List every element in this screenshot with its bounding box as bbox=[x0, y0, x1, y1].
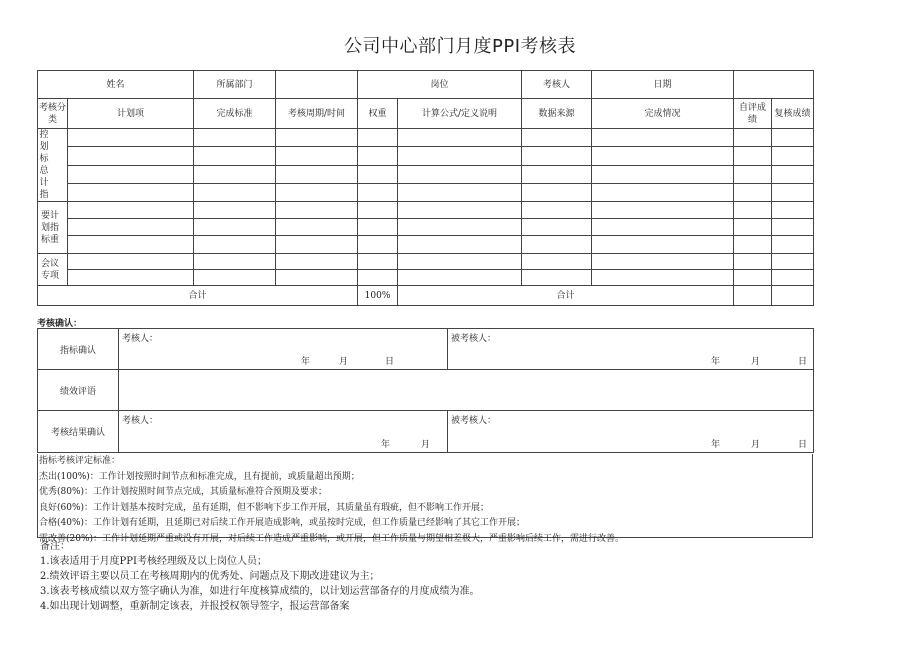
cell[interactable] bbox=[592, 202, 734, 219]
cell[interactable] bbox=[194, 147, 276, 165]
table-row bbox=[38, 219, 814, 236]
cell[interactable] bbox=[194, 129, 276, 147]
total-self-score[interactable] bbox=[734, 286, 772, 306]
cell[interactable] bbox=[734, 270, 772, 286]
cell[interactable] bbox=[522, 236, 592, 254]
cell[interactable] bbox=[522, 202, 592, 219]
criteria-line: 优秀(80%)：工作计划按照时间节点完成，其质量标准符合预期及要求； bbox=[39, 487, 328, 497]
result-label: 考核结果确认 bbox=[38, 411, 119, 453]
cell[interactable] bbox=[592, 270, 734, 286]
cell[interactable] bbox=[398, 236, 522, 254]
cell[interactable] bbox=[772, 183, 814, 201]
cell[interactable] bbox=[398, 183, 522, 201]
note-line: 3.该表考核成绩以双方签字确认为准，如进行年度核算成绩的，以计划运营部备存的月度成绩为准。 bbox=[40, 586, 480, 597]
date-label-cell bbox=[592, 71, 734, 99]
dept-label-cell bbox=[194, 71, 276, 99]
name-label: 姓名 bbox=[106, 79, 125, 90]
cell[interactable] bbox=[276, 202, 358, 219]
indicator-examinee-label: 被考核人： bbox=[451, 334, 497, 344]
comment-input[interactable] bbox=[119, 370, 814, 411]
date-label: 日期 bbox=[653, 79, 672, 90]
examiner-label-cell bbox=[522, 71, 592, 99]
criteria-line: 合格(40%)：工作计划有延期，且延期已对后续工作开展造成影响，或虽按时完成，但工作质量已经影响了其它工作开展； bbox=[39, 518, 526, 528]
table-row bbox=[38, 202, 814, 219]
confirm-section-title: 考核确认： bbox=[37, 319, 83, 329]
cell[interactable] bbox=[522, 147, 592, 165]
indicator-label: 指标确认 bbox=[38, 329, 119, 370]
table-row bbox=[38, 254, 814, 270]
dept-value[interactable] bbox=[276, 71, 358, 99]
cell[interactable] bbox=[358, 254, 398, 270]
col-standard: 完成标准 bbox=[194, 99, 276, 129]
post-label-cell bbox=[358, 71, 522, 99]
month-label: 月 bbox=[751, 357, 761, 367]
cell[interactable] bbox=[734, 165, 772, 183]
cell[interactable] bbox=[522, 165, 592, 183]
table-row bbox=[38, 270, 814, 286]
table-row bbox=[38, 183, 814, 201]
col-formula: 计算公式/定义说明 bbox=[398, 99, 522, 129]
cell[interactable] bbox=[734, 183, 772, 201]
cell[interactable] bbox=[358, 270, 398, 286]
result-confirm-row bbox=[38, 411, 814, 453]
cell[interactable] bbox=[194, 202, 276, 219]
cell[interactable] bbox=[772, 254, 814, 270]
cell[interactable] bbox=[772, 219, 814, 236]
notes-title: 备注： bbox=[40, 541, 70, 552]
cell[interactable] bbox=[68, 147, 194, 165]
cell[interactable] bbox=[194, 165, 276, 183]
cell[interactable] bbox=[398, 165, 522, 183]
cell[interactable] bbox=[772, 147, 814, 165]
cell[interactable] bbox=[522, 183, 592, 201]
comment-label: 绩效评语 bbox=[38, 370, 119, 411]
cell[interactable] bbox=[276, 270, 358, 286]
confirm-table bbox=[37, 328, 814, 453]
cell[interactable] bbox=[772, 202, 814, 219]
cell[interactable] bbox=[592, 183, 734, 201]
cell[interactable] bbox=[276, 147, 358, 165]
result-examinee-label: 被考核人： bbox=[451, 416, 497, 426]
cell[interactable] bbox=[734, 254, 772, 270]
cell[interactable] bbox=[358, 129, 398, 147]
criteria-block bbox=[37, 454, 813, 544]
cell[interactable] bbox=[522, 129, 592, 147]
cell[interactable] bbox=[68, 219, 194, 236]
category-key-text: 要计划指标重 bbox=[40, 210, 59, 245]
cell[interactable] bbox=[358, 219, 398, 236]
col-category: 考核分类 bbox=[38, 99, 68, 129]
post-label: 岗位 bbox=[430, 79, 449, 90]
notes-block bbox=[40, 539, 480, 614]
cell[interactable] bbox=[68, 165, 194, 183]
cell[interactable] bbox=[734, 219, 772, 236]
total-row bbox=[38, 286, 814, 306]
col-plan-item: 计划项 bbox=[68, 99, 194, 129]
cell[interactable] bbox=[68, 129, 194, 147]
category-meeting-text: 会议专项 bbox=[40, 258, 59, 281]
cell[interactable] bbox=[772, 270, 814, 286]
cell[interactable] bbox=[398, 254, 522, 270]
note-line: 1.该表适用于月度PPI考核经理级及以上岗位人员； bbox=[40, 556, 267, 567]
cell[interactable] bbox=[592, 129, 734, 147]
cell[interactable] bbox=[772, 165, 814, 183]
ppi-table bbox=[37, 70, 814, 306]
cell[interactable] bbox=[194, 270, 276, 286]
indicator-confirm-row bbox=[38, 329, 814, 370]
cell[interactable] bbox=[276, 183, 358, 201]
page-title: 公司中心部门月度PPI考核表 bbox=[343, 36, 577, 57]
cell[interactable] bbox=[276, 165, 358, 183]
cell[interactable] bbox=[734, 202, 772, 219]
year-label: 年 bbox=[711, 357, 721, 367]
cell[interactable] bbox=[68, 202, 194, 219]
comment-row bbox=[38, 370, 814, 411]
cell[interactable] bbox=[592, 236, 734, 254]
cell[interactable] bbox=[358, 165, 398, 183]
total-label-2: 合计 bbox=[398, 286, 734, 306]
cell[interactable] bbox=[276, 219, 358, 236]
cell[interactable] bbox=[772, 236, 814, 254]
cell[interactable] bbox=[592, 147, 734, 165]
table-row bbox=[38, 236, 814, 254]
cell[interactable] bbox=[276, 236, 358, 254]
date-value[interactable] bbox=[734, 71, 814, 99]
cell[interactable] bbox=[398, 219, 522, 236]
cell[interactable] bbox=[276, 254, 358, 270]
cell[interactable] bbox=[592, 219, 734, 236]
note-line: 2.绩效评语主要以员工在考核周期内的优秀处、问题点及下期改进建议为主； bbox=[40, 571, 380, 582]
cell[interactable] bbox=[522, 219, 592, 236]
indicator-examiner-label: 考核人： bbox=[122, 334, 159, 344]
month-label: 月 bbox=[339, 357, 349, 367]
cell[interactable] bbox=[398, 129, 522, 147]
col-period: 考核周期/时间 bbox=[276, 99, 358, 129]
category-control bbox=[38, 129, 68, 202]
column-header-row bbox=[38, 99, 814, 129]
cell[interactable] bbox=[522, 254, 592, 270]
cell[interactable] bbox=[592, 254, 734, 270]
cell[interactable] bbox=[358, 202, 398, 219]
cell[interactable] bbox=[68, 183, 194, 201]
name-label-cell bbox=[38, 71, 194, 99]
cell[interactable] bbox=[734, 147, 772, 165]
cell[interactable] bbox=[734, 236, 772, 254]
cell[interactable] bbox=[398, 270, 522, 286]
year-label: 年 bbox=[381, 440, 391, 450]
criteria-line: 需改善(20%)：工作计划延期严重或没有开展，对后续工作造成严重影响，或开展，但工作质量与期望相差极大，严重影响后续工作，需进行改善。 bbox=[39, 533, 625, 544]
year-label: 年 bbox=[301, 357, 311, 367]
cell[interactable] bbox=[358, 236, 398, 254]
cell[interactable] bbox=[522, 270, 592, 286]
cell[interactable] bbox=[194, 236, 276, 254]
year-label: 年 bbox=[711, 440, 721, 450]
cell[interactable] bbox=[276, 129, 358, 147]
criteria-line: 良好(60%)：工作计划基本按时完成，虽有延期，但不影响下步工作开展，其质量虽有瑕疵，但不影响工作开展； bbox=[39, 502, 490, 513]
indicator-examinee-cell[interactable] bbox=[448, 329, 814, 370]
category-control-text: 控划标总计指 bbox=[39, 130, 49, 200]
col-review-score: 复核成绩 bbox=[772, 99, 814, 129]
cell[interactable] bbox=[398, 202, 522, 219]
col-weight: 权重 bbox=[358, 99, 398, 129]
total-review-score[interactable] bbox=[772, 286, 814, 306]
col-status: 完成情况 bbox=[592, 99, 734, 129]
col-source: 数据来源 bbox=[522, 99, 592, 129]
month-label: 月 bbox=[421, 440, 431, 450]
cell[interactable] bbox=[358, 147, 398, 165]
result-examiner-label: 考核人： bbox=[122, 416, 159, 426]
cell[interactable] bbox=[194, 183, 276, 201]
day-label: 日 bbox=[798, 440, 808, 450]
criteria-line: 杰出(100%)：工作计划按照时间节点和标准完成，且有提前，或质量超出预期； bbox=[39, 471, 360, 482]
cell[interactable] bbox=[734, 129, 772, 147]
note-line: 4.如出现计划调整，重新制定该表，并报授权领导签字，报运营部备案 bbox=[40, 601, 350, 612]
cell[interactable] bbox=[358, 183, 398, 201]
dept-label: 所属部门 bbox=[216, 79, 253, 90]
cell[interactable] bbox=[398, 147, 522, 165]
cell[interactable] bbox=[194, 254, 276, 270]
examiner-label: 考核人 bbox=[543, 79, 571, 90]
table-row bbox=[38, 129, 814, 147]
category-meeting bbox=[38, 254, 68, 286]
cell[interactable] bbox=[68, 254, 194, 270]
criteria-title: 指标考核评定标准： bbox=[39, 456, 121, 466]
cell[interactable] bbox=[592, 165, 734, 183]
result-examiner-cell[interactable] bbox=[119, 411, 448, 453]
day-label: 日 bbox=[798, 357, 808, 367]
header-row bbox=[38, 71, 814, 99]
table-row bbox=[38, 165, 814, 183]
indicator-examiner-cell[interactable] bbox=[119, 329, 448, 370]
col-self-score: 自评成绩 bbox=[734, 99, 772, 129]
total-weight: 100% bbox=[358, 286, 398, 306]
day-label: 日 bbox=[385, 357, 395, 367]
month-label: 月 bbox=[751, 440, 761, 450]
category-key bbox=[38, 202, 68, 254]
table-row bbox=[38, 147, 814, 165]
cell[interactable] bbox=[772, 129, 814, 147]
result-examinee-cell[interactable] bbox=[448, 411, 814, 453]
total-label: 合计 bbox=[38, 286, 358, 306]
cell[interactable] bbox=[68, 270, 194, 286]
cell[interactable] bbox=[68, 236, 194, 254]
cell[interactable] bbox=[194, 219, 276, 236]
